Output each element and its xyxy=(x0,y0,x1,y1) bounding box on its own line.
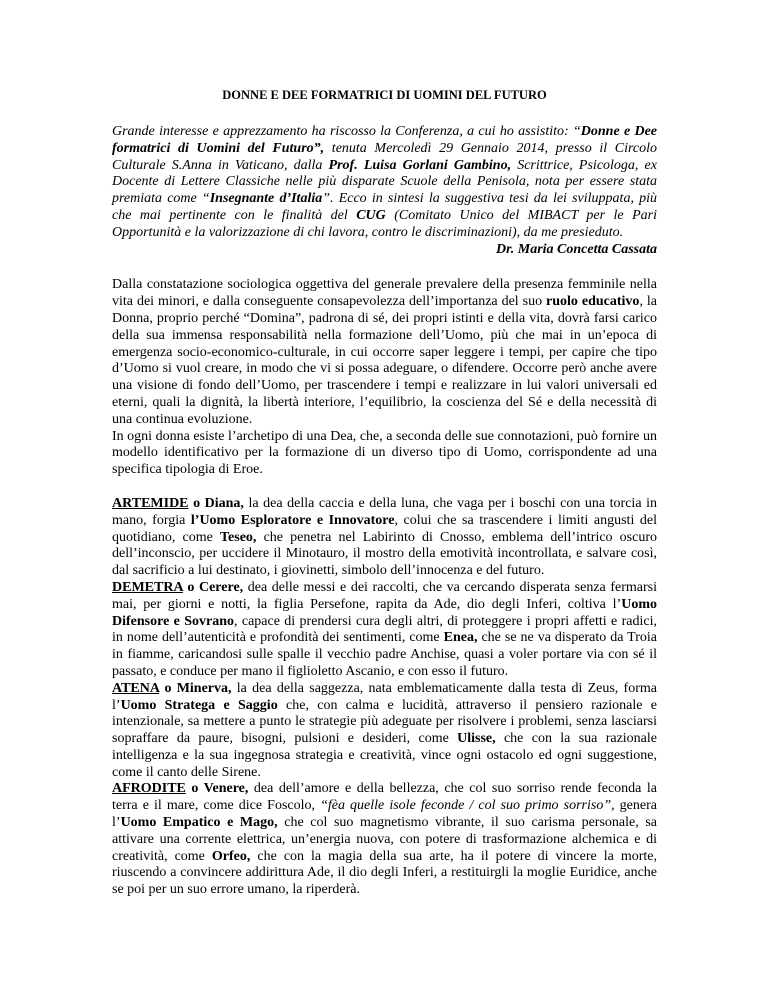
section-artemide: ARTEMIDE o Diana, la dea della caccia e della luna, che vaga per i boschi con una torcia in mano, forgia l’Uomo Esploratore e Innovatore, colui che sa trascendere i limiti angusti del quotidiano, come Teseo, che penetra nel Labirinto di Cnosso, emblema dell’intrico oscuro dell’inconscio, per uccidere il Minotauro, il mostro della emotività incontrollata, e salvare così, dal sacrificio a lui destinato, i giovinetti, simbolo dell’innocenza e del futuro. xyxy=(112,495,658,579)
hero-type: Uomo Difensore e Sovrano xyxy=(112,596,657,629)
goddess-alias: o Diana, xyxy=(188,495,244,511)
intro-text: Grande interesse e apprezzamento ha riscosso la Conferenza, a cui ho assistito: “ xyxy=(112,124,581,139)
foscolo-quote: “fèa quelle isole feconde / col suo primo sorriso”, xyxy=(320,798,615,814)
goddess-name-afrodite: AFRODITE xyxy=(112,781,186,797)
section-atena: ATENA o Minerva, la dea della saggezza, nata emblematicamente dalla testa di Zeus, forma l’Uomo Stratega e Saggio che, con calma e lucidità, attraverso il pensiero razionale e intenzionale, sa mettere a punto le strategie più adeguate per risolvere i problemi, senza lasciarsi sopraffare da paure, bisogni, pulsioni e desideri, come Ulisse, che con la sua razionale intelligenza e la sua ingegnosa strategia e creatività, vince ogni ostacolo ed ogni suggestione, come il canto delle Sirene. xyxy=(112,680,657,780)
goddess-name-demetra: DEMETRA xyxy=(112,579,183,595)
goddess-alias: o Cerere, xyxy=(182,579,244,595)
paragraph-archetype: In ogni donna esiste l’archetipo di una Dea, che, a seconda delle sue connotazioni, può fornire un modello identificativo per la formazione di un diverso tipo di Uomo, corrispondente ad una specifica tipologia di Eroe. xyxy=(112,428,657,478)
cug-acronym: CUG xyxy=(356,207,386,223)
bold-term: ruolo educativo xyxy=(546,294,640,310)
paragraph-responsibility: Dalla constatazione sociologica oggettiva del generale prevalere della presenza femminile nella vita dei minori, e dalla conseguente consapevolezza dell’importanza del suo ruolo educativo, la Donna, proprio perché “Domina”, padrona di sé, dei propri istinti e della vita, dovrà farsi carico della sua immensa responsabilità nella formazione dell’Uomo, più che mai in un’epoca di emergenza socio-economico-culturale, in cui occorre saper leggere i tempi, per capire che tipo d’Uomo si vuol creare, in modo che vi si possa adeguare, o difendere. Occorre però anche avere una visione di fondo dell’Uomo, per trascendere i tempi e realizzare in lui valori universali ed eterni, quali la dignità, la libertà interiore, l’equilibrio, la coscienza del Sé e della necessità di una continua evoluzione. xyxy=(112,277,657,427)
author-signature: Dr. Maria Concetta Cassata xyxy=(495,241,657,257)
award-title: Insegnante d’Italia xyxy=(209,191,323,207)
section-demetra: DEMETRA o Cerere, dea delle messi e dei raccolti, che va cercando disperata senza fermarsi mai, per giorni e notti, la figlia Persefone, rapita da Ade, dio degli Inferi, coltiva l’Uomo Difensore e Sovrano, capace di prendersi cura degli altri, di proteggere i propri affetti e radici, in nome dell’autenticità e profondità dei sentimenti, come Enea, che se ne va disperato da Troia in fiamme, caricandosi sulle spalle il vecchio padre Anchise, quasi a voler portare via con sé il passato, e conduce per mano il figlioletto Ascanio, e con esso il futuro. xyxy=(112,579,657,679)
hero-name: Teseo, xyxy=(220,529,257,545)
conference-title: Donne e Dee formatrici di Uomini del Futuro”, xyxy=(112,124,657,156)
document-page xyxy=(112,88,657,899)
intro-text: (Comitato Unico del MIBACT per le Pari Opportunità e la valorizzazione di chi lavora, contro le discriminazioni), da me presieduto. xyxy=(112,207,657,240)
intro-paragraph xyxy=(112,124,657,242)
goddess-alias: o Minerva, xyxy=(159,680,232,696)
goddess-name-atena: ATENA xyxy=(112,680,160,696)
hero-type: Uomo Empatico e Mago, xyxy=(120,815,278,831)
hero-name: Enea, xyxy=(443,630,478,646)
document-title: DONNE E DEE FORMATRICI DI UOMINI DEL FUTURO xyxy=(222,88,547,102)
intro-text: ”. Ecco in sintesi la suggestiva tesi da lei sviluppata, più che mai pertinente con le finalità del xyxy=(112,191,658,223)
hero-type: l’Uomo Esploratore e Innovatore xyxy=(190,512,395,528)
intro-text: Scrittrice, Psicologa, ex Docente di Lettere Classiche nelle più disparate Scuole della Penisola, nota per essere stata premiata come “ xyxy=(112,157,657,207)
speaker-name: Prof. Luisa Gorlani Gambino, xyxy=(328,157,512,173)
section-afrodite: AFRODITE o Venere, dea dell’amore e della bellezza, che col suo sorriso rende feconda la terra e il mare, come dice Foscolo, “fèa quelle isole feconde / col suo primo sorriso”, genera l’Uomo Empatico e Mago, che col suo magnetismo vibrante, il suo carisma personale, sa attivare una corrente elettrica, un’energia nuova, con potere di trasformazione alchemica e di creatività, come Orfeo, che con la magia della sua arte, ha il potere di vincere la morte, riuscendo a convincere addirittura Ade, il dio degli Inferi, a restituirgli la moglie Euridice, anche se poi per un suo errore umano, la riperderà. xyxy=(112,781,657,898)
hero-name: Orfeo, xyxy=(211,848,251,864)
paragraph-spacer xyxy=(112,479,657,496)
goddess-alias: o Venere, xyxy=(185,781,249,797)
hero-type: Uomo Stratega e Saggio xyxy=(120,697,278,713)
intro-text: tenuta Mercoledì 29 Gennaio 2014, presso il Circolo Culturale S.Anna in Vaticano, dalla xyxy=(112,140,658,173)
hero-name: Ulisse, xyxy=(457,731,496,747)
goddess-name-artemide: ARTEMIDE xyxy=(112,495,189,511)
